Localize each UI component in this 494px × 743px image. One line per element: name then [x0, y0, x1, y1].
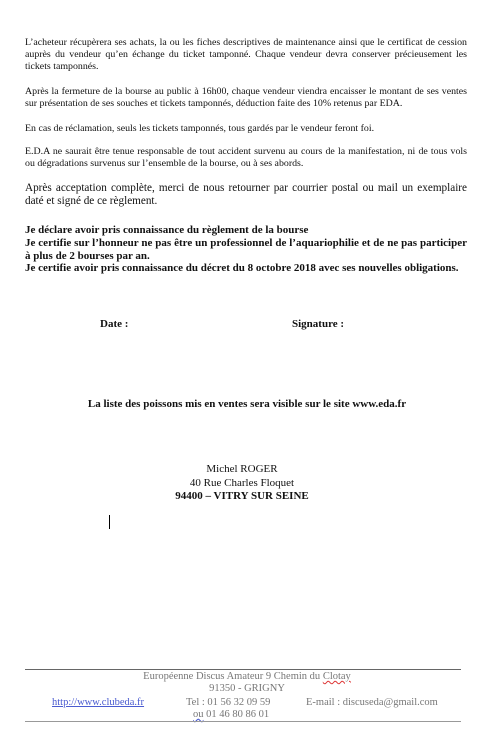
footer-postal: 91350 - GRIGNY	[209, 683, 285, 694]
footer-divider	[25, 669, 461, 670]
footer-tel-alt-number: 01 46 80 86 01	[203, 709, 270, 720]
footer-tel-alt	[193, 709, 269, 721]
declaration-non-professional: Je certifie sur l’honneur ne pas être un professionnel de l’aquariophilie et de ne pas participer à plus de 2 bourses par an.	[25, 237, 467, 262]
paragraph-pickup: L’acheteur récupèrera ses achats, la ou les fiches descriptives de maintenance ainsi que le certificat de cession auprès du vendeur qu’en échange du ticket tamponné. Chaque vendeur devra conserver précieusement les tickets tamponnés.	[25, 37, 467, 72]
declaration-decree: Je certifie avoir pris connaissance du décret du 8 octobre 2018 avec ses nouvelles obligations.	[25, 262, 459, 274]
paragraph-claims: En cas de réclamation, seuls les tickets tamponnés, tous gardés par le vendeur feront foi.	[25, 123, 375, 134]
footer-bottom-divider	[25, 721, 461, 722]
footer-tel: Tel : 01 56 32 09 59	[186, 697, 271, 708]
site-note: La liste des poissons mis en ventes sera visible sur le site www.eda.fr	[87, 398, 407, 410]
footer-org	[0, 671, 494, 683]
footer-org-name: Européenne Discus Amateur 9 Chemin du	[143, 671, 323, 682]
signature-label: Signature :	[292, 318, 345, 330]
footer-email: E-mail : discuseda@gmail.com	[306, 697, 438, 708]
date-label: Date :	[100, 318, 129, 330]
address-city: 94400 – VITRY SUR SEINE	[175, 490, 309, 502]
footer-tel-alt-prefix: ou	[193, 709, 204, 720]
footer-org-street: Clotay	[322, 671, 351, 682]
address-street: 40 Rue Charles Floquet	[189, 477, 295, 489]
declaration-rules: Je déclare avoir pris connaissance du règlement de la bourse	[25, 224, 309, 236]
paragraph-closing: Après la fermeture de la bourse au public à 16h00, chaque vendeur viendra encaisser le montant de ses ventes sur présentation de ses souches et tickets tamponnés, déduction faite des 10% retenus par EDA.	[25, 86, 467, 109]
paragraph-return: Après acceptation complète, merci de nous retourner par courrier postal ou mail un exemplaire daté et signé de ce règlement.	[25, 182, 467, 207]
paragraph-liability: E.D.A ne saurait être tenue responsable de tout accident survenu au cours de la manifestation, ni de tous vols ou dégradations survenus sur l’ensemble de la bourse, ou à ses abords.	[25, 146, 467, 169]
address-name: Michel ROGER	[206, 463, 278, 475]
footer-website-link[interactable]: http://www.clubeda.fr	[52, 697, 145, 708]
text-cursor	[109, 515, 110, 529]
